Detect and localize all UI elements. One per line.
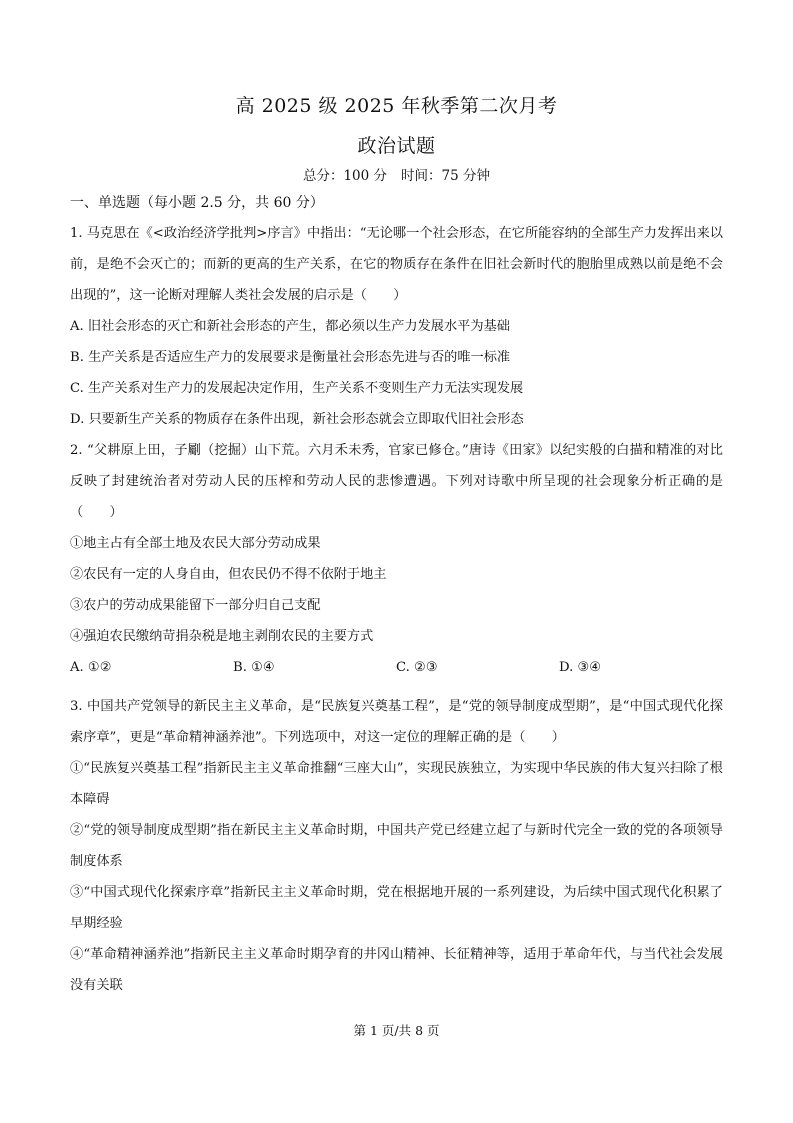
question-1-option-a: A. 旧社会形态的灭亡和新社会形态的产生，都必须以生产力发展水平为基础	[70, 319, 510, 334]
question-2-option-a: A. ①②	[70, 660, 112, 675]
question-2-statement-2: ②农民有一定的人身自由，但农民仍不得不依附于地主	[70, 567, 387, 582]
question-2	[70, 435, 723, 683]
question-3-statement-1: ①“民族复兴奠基工程”指新民主主义革命推翻“三座大山”，实现民族独立，为实现中华民族的伟大复兴扫除了根本障碍	[70, 761, 723, 807]
question-3-stem: 3. 中国共产党领导的新民主主义革命，是“民族复兴奠基工程”，是“党的领导制度成型期”，是“中国式现代化探索序章”，更是“革命精神涵养池”。下列选项中，对这一定位的理解正确的是（ ）	[70, 699, 723, 745]
question-2-statement-1: ①地主占有全部土地及农民大部分劳动成果	[70, 536, 321, 551]
question-2-stem: 2. “父耕原上田，子劚（挖掘）山下荒。六月禾未秀，官家已修仓。”唐诗《田家》以纪实般的白描和精准的对比反映了封建统治者对劳动人民的压榨和劳动人民的悲惨遭遇。下列对诗歌中所呈现的社会现象分析正确的是（ ）	[70, 443, 723, 520]
question-3-statement-3: ③“中国式现代化探索序章”指新民主主义革命时期，党在根据地开展的一系列建设，为后续中国式现代化积累了早期经验	[70, 885, 723, 931]
question-2-statement-3: ③农户的劳动成果能留下一部分归自己支配	[70, 598, 321, 613]
question-3-statement-2: ②“党的领导制度成型期”指在新民主主义革命时期，中国共产党已经建立起了与新时代完全一致的党的各项领导制度体系	[70, 823, 723, 869]
time-limit: 时间：75 分钟	[401, 168, 491, 184]
question-2-option-d: D. ③④	[559, 660, 602, 675]
question-1-option-c: C. 生产关系对生产力的发展起决定作用，生产关系不变则生产力无法实现发展	[70, 381, 524, 396]
question-2-statement-4: ④强迫农民缴纳苛捐杂税是地主剥削农民的主要方式	[70, 629, 374, 644]
question-1-option-b: B. 生产关系是否适应生产力的发展要求是衡量社会形态先进与否的唯一标准	[70, 350, 511, 365]
total-score: 总分：100 分	[302, 168, 388, 184]
question-2-option-c: C. ②③	[396, 660, 438, 675]
question-3-statement-4: ④“革命精神涵养池”指新民主主义革命时期孕育的井冈山精神、长征精神等，适用于革命年代，与当代社会发展没有关联	[70, 947, 723, 993]
subject-title: 政治试题	[357, 135, 436, 157]
question-1	[70, 218, 723, 435]
question-1-option-d: D. 只要新生产关系的物质存在条件出现，新社会形态就会立即取代旧社会形态	[70, 412, 524, 427]
question-2-option-b: B. ①④	[233, 660, 275, 675]
question-2-options	[70, 652, 723, 683]
page-footer: 第 1 页/共 8 页	[353, 1023, 440, 1038]
exam-meta	[70, 166, 723, 186]
section-title: 一、单选题（每小题 2.5 分，共 60 分）	[70, 195, 324, 211]
question-1-stem: 1. 马克思在《<政治经济学批判>序言》中指出：“无论哪一个社会形态，在它所能容纳的全部生产力发挥出来以前，是绝不会灭亡的；而新的更高的生产关系，在它的物质存在条件在旧社会新时代的胞胎里成熟以前是绝不会出现的”，这一论断对理解人类社会发展的启示是（ ）	[70, 226, 723, 303]
question-3	[70, 691, 723, 1001]
exam-title: 高 2025 级 2025 年秋季第二次月考	[235, 95, 558, 117]
